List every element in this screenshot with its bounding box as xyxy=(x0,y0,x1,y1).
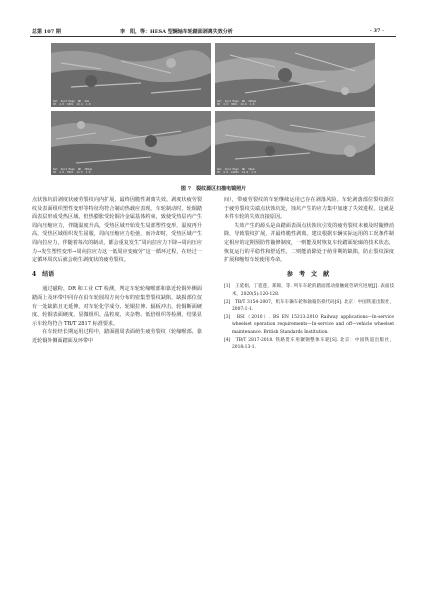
reference-item: [1] 王延娟，丁霓莲，郑锦，等. 列车车轮的踏面派动接触疲劳研究进展[J]. 表面技术，2020(5):120-128. xyxy=(224,284,394,297)
sem-figure xyxy=(48,43,378,178)
page-number: · 37 · xyxy=(370,28,384,34)
references-title: 参 考 文 献 xyxy=(286,270,332,278)
sem-panel-c xyxy=(51,111,211,175)
sem-meta-b: Det Spot Magn WD 200μm SE 4.0 300x 14.6 1.0 xyxy=(217,100,257,106)
sem-image-a xyxy=(51,43,211,107)
body-paragraph: 间），带疲劳裂纹的车轮继续运用已存在剥落风险。车轮剥落部位裂纹源位于疲劳裂纹尖端点状蚀坑处，蚀坑产生的应力集中加速了失效进程，这就是本件车轮的失效直接原因。 xyxy=(224,197,394,221)
reference-item: [2] TB/T 3154-2007，机车车辆车轮和轴箱伤损代码[S]. 北京：中国铁道出版社，2007:1-1. xyxy=(224,299,394,312)
left-column xyxy=(32,196,202,346)
reference-item: [3] BSI（2010）. BS EN 15313:2010 Railway applications—In-service wheelset operation requirements—In-service and off—vehicle wheelset maintenance. British Standards Institution. xyxy=(224,315,394,335)
sem-meta-a: Det Spot Magn WD 1mm SE 4.0 100x 14.4 1.0 xyxy=(53,100,91,106)
sem-panel-a xyxy=(51,43,211,107)
figure-caption: 图 7 裂纹源区扫描电镜照片 xyxy=(180,186,247,192)
journal-issue: 总第 107 期 xyxy=(32,29,61,35)
sem-meta-d: Det Spot Magn WD 50μm SE 4.0 1000x 14.6 1.0 xyxy=(217,168,257,174)
sem-image-b xyxy=(215,43,375,107)
sem-meta-c: Det Spot Magn WD 100μm SE 4.0 500x 14.5 1.0 xyxy=(53,168,93,174)
sem-panel-d xyxy=(215,111,375,175)
sem-image-d xyxy=(215,111,375,175)
body-paragraph: 在车轮经长期运用过程中，踏面圆周表面萌生疲劳裂纹（轮缘喉部、靠近轮铜外侧面踏面及环带中 xyxy=(32,329,202,344)
reference-item: [4] TB/T 2817-2018. 铁路货车用辗钢整体车轮[S]. 北京：中国铁道出版社，2018:13-1. xyxy=(224,337,394,350)
body-paragraph: 点状蚀坑沿剥度状疲劳裂纹向内扩展，最终因脆性剥离失效。剥度状疲劳裂纹及表面组织塑性变形等特征均符合制动热载应表现。车轮制动时，轮铜踏面表层形成受热区域，但热膨胀受轮铜冷金属基体约束，致使受热层内产生周向压缩应力，伴随温度升高，受热区域开始发生局部塑性变形，温度再升高，受热区域组织发生屈服，周向压缩应力松弛，而冷却时，受热区域产生周向拉应力，伴随着每次的制动，都会重复发生“周向拉应力下降→周向压应力→发生塑性变形→周向拉应力这一低周应变疲劳”这一循环过程，在经过一定循环周次后就会萌生剥度状的疲劳裂纹。 xyxy=(32,197,202,264)
sem-image-c xyxy=(51,111,211,175)
header-rule xyxy=(30,36,396,37)
sem-panel-b xyxy=(215,43,375,107)
running-title: 李 阳，等：HESA 型辆轴车轮踏面剥离失效分析 xyxy=(120,29,233,35)
body-paragraph: 失效产生的源头是由踏面表面点状蚀坑引发的疲劳裂纹未被及时镟修消除，导致裂纹扩展，并最终脆性剥离。建议根据车辆实际运用的工况条件制定相应的定期预防性镟修制度，一则能及时恢复车轮踏面轮廓的技术状态，恢复运行的平稳性和舒适性，二则能消除处于萌芽期的缺陷，防止裂纹深度扩展和缩短车轮使用寿命。 xyxy=(224,222,394,264)
body-paragraph: 通过磁粉、DR 和工业 CT 检测，判定车轮轮缘喉部和靠近轮铜外侧面踏面上及环带中同存在沿车轮圆周方向分布的密集型裂纹缺陷，缺损部位仅有一处缺陷且无延伸。对车轮化学成分、轮铜拉伸、辐板冲击、轮铜断面硬度、轮铜表面硬度、显微组织、晶粒度、夹杂物、低倍组织等检测，结果显示车轮均符合 TB/T 2817 标准要求。 xyxy=(32,286,202,327)
section-title: 4 结语 xyxy=(32,270,55,278)
right-column xyxy=(224,196,394,352)
